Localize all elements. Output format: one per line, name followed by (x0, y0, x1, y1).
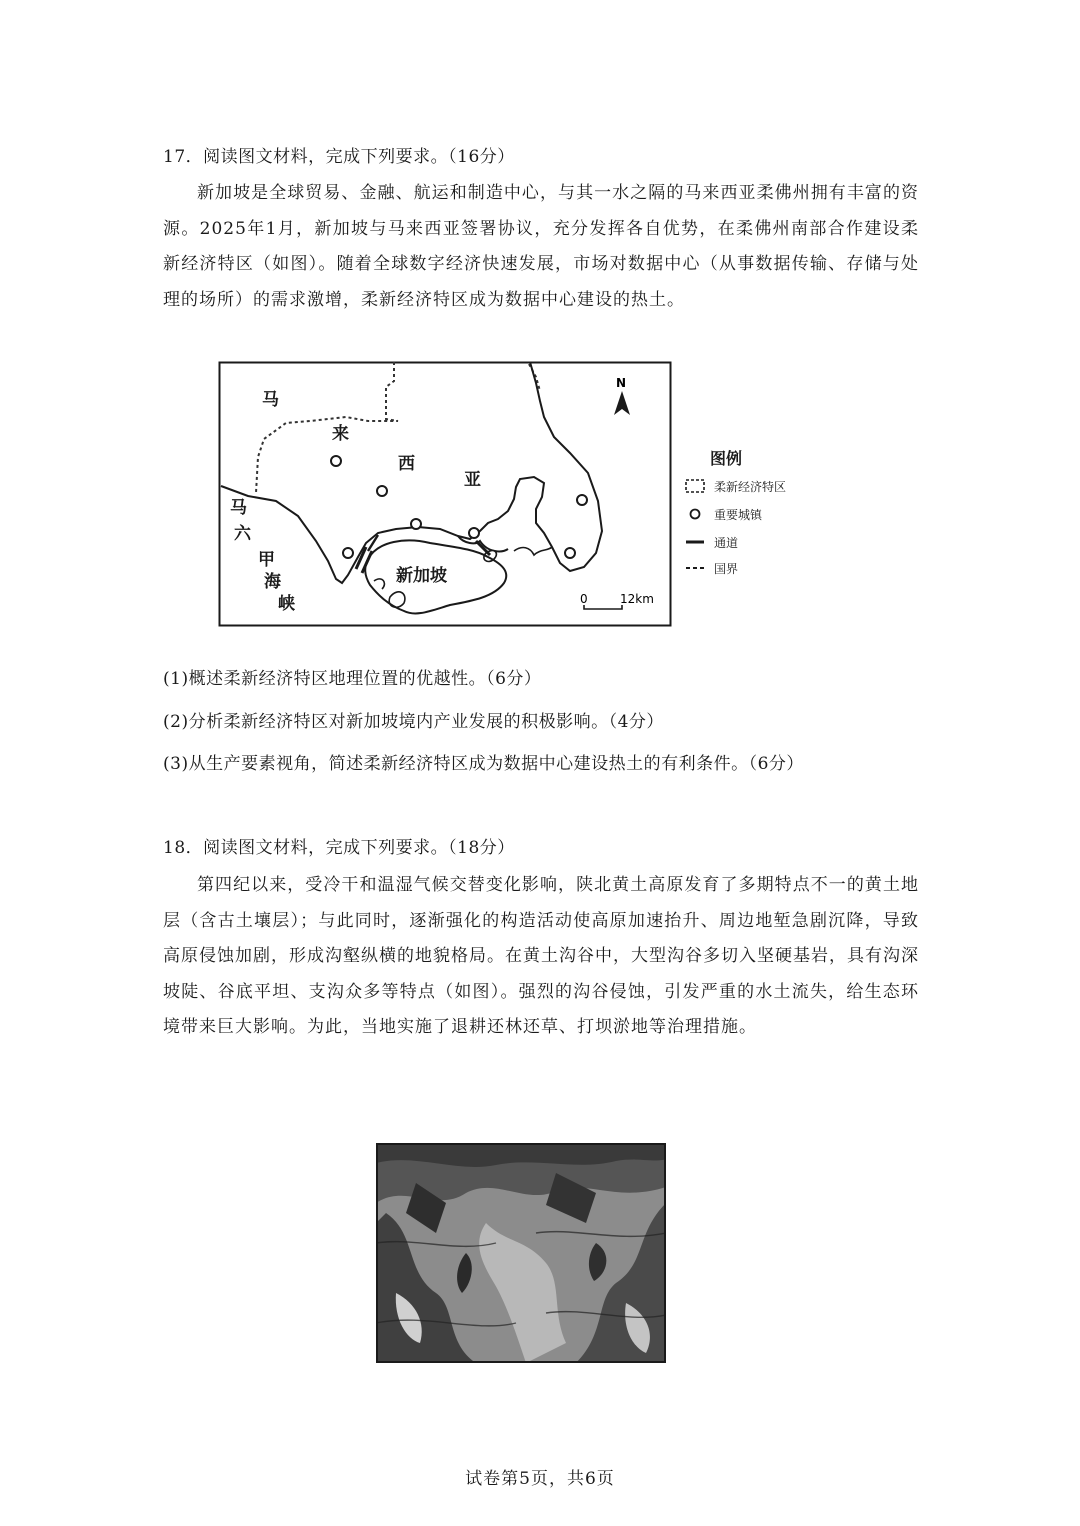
scale-zero: 0 (580, 592, 588, 606)
town-marker (343, 548, 353, 558)
question-17-2: (2)分析柔新经济特区对新加坡境内产业发展的积极影响。（4分） (163, 712, 664, 732)
map-label-singapore: 新加坡 (396, 566, 447, 586)
legend-road-label: 通道 (714, 536, 739, 550)
legend-town-swatch (691, 510, 700, 519)
town-marker (469, 528, 479, 538)
page-footer: 试卷第5页，共6页 (465, 1469, 615, 1489)
question-18-heading: 18．阅读图文材料，完成下列要求。（18分） (163, 838, 515, 858)
map-label-xi: 西 (398, 454, 415, 474)
question-17-1: (1)概述柔新经济特区地理位置的优越性。（6分） (163, 669, 542, 689)
scale-value: 12km (620, 592, 654, 606)
map-label-lai: 来 (332, 424, 349, 444)
strait-label-5: 峡 (278, 594, 295, 614)
legend-title: 图例 (710, 449, 743, 468)
town-marker (577, 495, 587, 505)
map-label-ma: 马 (262, 390, 279, 410)
legend-border-label: 国界 (714, 562, 739, 576)
legend-town-label: 重要城镇 (714, 508, 763, 522)
question-17-heading: 17．阅读图文材料，完成下列要求。（16分） (163, 147, 515, 167)
strait-label-1: 马 (230, 498, 247, 518)
town-marker (331, 456, 341, 466)
legend-zone-swatch (686, 480, 704, 492)
legend-zone-label: 柔新经济特区 (714, 480, 787, 494)
question-18-material: 第四纪以来，受冷干和温湿气候交替变化影响，陕北黄土高原发育了多期特点不一的黄土地层（含古土壤层）；与此同时，逐渐强化的构造活动使高原加速抬升、周边地堑急剧沉降，导致高原侵蚀加剧，形成沟壑纵横的地貌格局。在黄土沟谷中，大型沟谷多切入坚硬基岩，具有沟深坡陡、谷底平坦、支沟众多等特点（如图）。强烈的沟谷侵蚀，引发严重的水土流失，给生态环境带来巨大影响。为此，当地实施了退耕还林还草、打坝淤地等治理措施。 (163, 875, 919, 1037)
town-marker (377, 486, 387, 496)
town-marker (565, 548, 575, 558)
strait-label-4: 海 (264, 572, 281, 592)
loess-gully-photo (376, 1143, 666, 1363)
johor-singapore-sez-map (218, 361, 672, 627)
map-legend (684, 446, 844, 586)
map-label-ya: 亚 (464, 470, 481, 490)
strait-label-3: 甲 (258, 550, 275, 570)
north-label: N (616, 376, 627, 390)
strait-label-2: 六 (234, 524, 251, 544)
town-marker (411, 519, 421, 529)
question-17-3: (3)从生产要素视角，简述柔新经济特区成为数据中心建设热土的有利条件。（6分） (163, 754, 804, 774)
question-17-material: 新加坡是全球贸易、金融、航运和制造中心，与其一水之隔的马来西亚柔佛州拥有丰富的资源。2025年1月，新加坡与马来西亚签署协议，充分发挥各自优势，在柔佛州南部合作建设柔新经济特区（如图）。随着全球数字经济快速发展，市场对数据中心（从事数据传输、存储与处理的场所）的需求激增，柔新经济特区成为数据中心建设的热土。 (163, 183, 919, 310)
